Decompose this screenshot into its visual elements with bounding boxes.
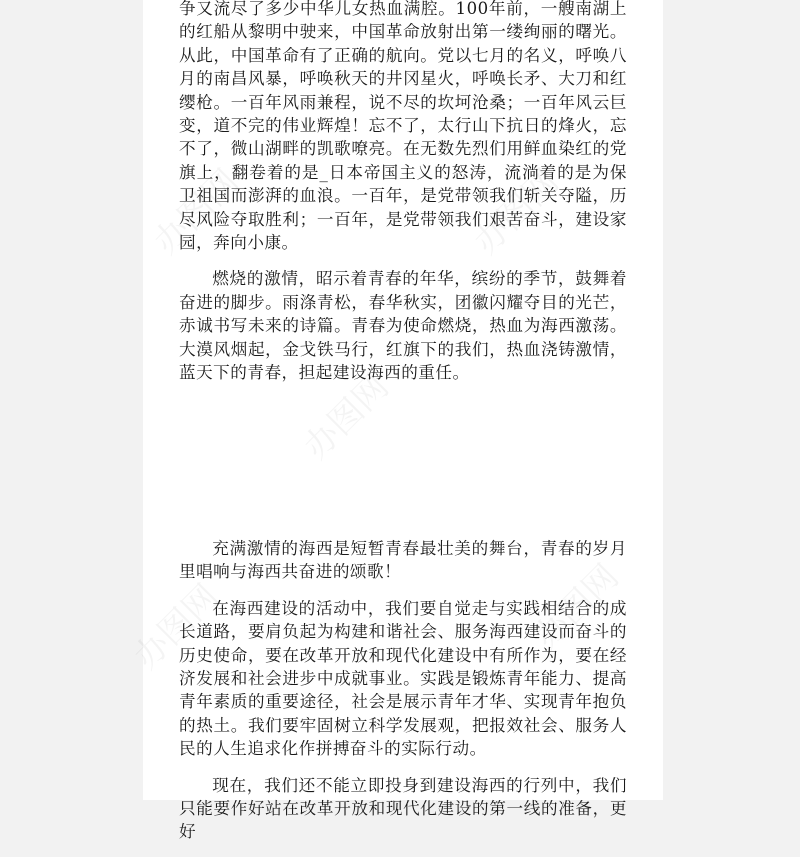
text-block-top bbox=[179, 0, 627, 398]
text-block-bottom bbox=[179, 537, 627, 857]
paragraph: 在海西建设的活动中，我们要自觉走与实践相结合的成长道路，要肩负起为构建和谐社会、服务海西建设而奋斗的历史使命，要在改革开放和现代化建设中有所作为，要在经济发展和社会进步中成就事业。实践是锻炼青年能力、提高青年素质的重要途径，社会是展示青年才华、实现青年抱负的热土。我们要牢固树立科学发展观，把报效社会、服务人民的人生追求化作拼搏奋斗的实际行动。 bbox=[179, 598, 627, 759]
paragraph: 现在，我们还不能立即投身到建设海西的行列中，我们只能要作好站在改革开放和现代化建设的第一线的准备，更好 bbox=[179, 775, 627, 842]
document-page bbox=[143, 0, 663, 842]
paragraph: 充满激情的海西是短暂青春最壮美的舞台，青春的岁月里唱响与海西共奋进的颂歌！ bbox=[179, 539, 627, 582]
paragraph: 燃烧的激情，昭示着青春的年华，缤纷的季节，鼓舞着奋进的脚步。雨涤青松，春华秋实，团徽闪耀夺目的光芒，赤诚书写未来的诗篇。青春为使命燃烧，热血为海西激荡。大漠风烟起，金戈铁马行，红旗下的我们，热血浇铸激情，蓝天下的青春，担起建设海西的重任。 bbox=[179, 269, 627, 383]
paragraph: 争又流尽了多少中华儿女热血满腔。100年前，一艘南湖上的红船从黎明中驶来，中国革命放射出第一缕绚丽的曙光。从此，中国革命有了正确的航向。党以七月的名义，呼唤八月的南昌风暴，呼唤秋天的井冈星火，呼唤长矛、大刀和红缨枪。一百年风雨兼程，说不尽的坎坷沧桑；一百年风云巨变，道不完的伟业辉煌！忘不了，太行山下抗日的烽火，忘不了，微山湖畔的凯歌嘹亮。在无数先烈们用鲜血染红的党旗上，翻卷着的是_日本帝国主义的怒涛，流淌着的是为保卫祖国而澎湃的血浪。一百年，是党带领我们斩关夺隘，历尽风险夺取胜利；一百年，是党带领我们艰苦奋斗，建设家园，奔向小康。 bbox=[179, 0, 627, 253]
